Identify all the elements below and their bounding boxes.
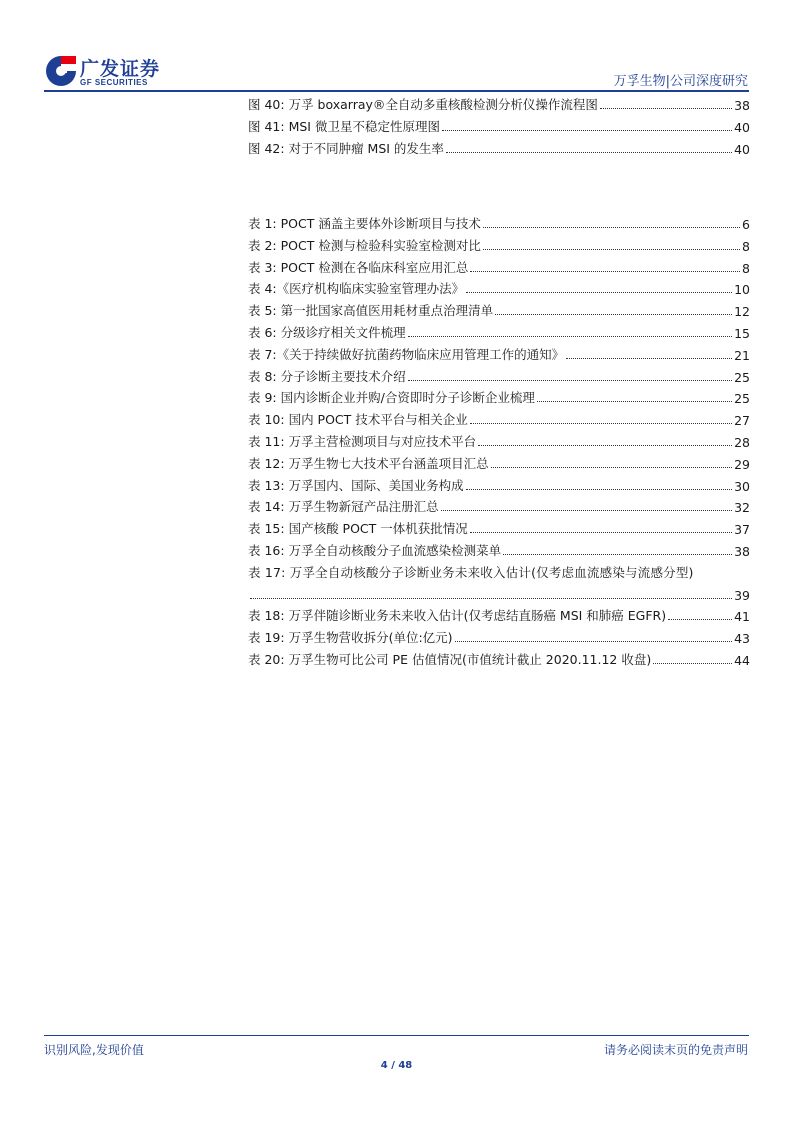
toc-entry-label: 表 11: 万孚主营检测项目与对应技术平台: [248, 434, 477, 449]
table-entry[interactable]: [248, 299, 750, 319]
dot-leader: [470, 423, 732, 424]
toc-entry-label: 表 3: POCT 检测在各临床科室应用汇总: [248, 260, 469, 275]
figure-entry[interactable]: [248, 137, 750, 157]
dot-leader: [537, 401, 732, 402]
figure-entry[interactable]: [248, 93, 750, 113]
toc-entry-label: 表 9: 国内诊断企业并购/合资即时分子诊断企业梳理: [248, 390, 535, 405]
toc-entry-label: 表 18: 万孚伴随诊断业务未来收入估计(仅考虑结直肠癌 MSI 和肺癌 EGFR): [248, 608, 667, 623]
toc-entry-page: 30: [734, 479, 750, 494]
toc-entry-label: 表 5: 第一批国家高值医用耗材重点治理清单: [248, 303, 494, 318]
toc-entry-page: 43: [734, 631, 750, 646]
gf-logo-icon: [44, 54, 78, 88]
toc-entry-label: 图 42: 对于不同肿瘤 MSI 的发生率: [248, 141, 444, 156]
toc-entry-label: 表 4:《医疗机构临床实验室管理办法》: [248, 281, 465, 296]
toc-entry-label: 表 10: 国内 POCT 技术平台与相关企业: [248, 412, 468, 427]
toc-entry-page: 12: [734, 304, 750, 319]
table-entry[interactable]: [248, 430, 750, 450]
dot-leader: [503, 554, 732, 555]
toc-entry-page: 37: [734, 522, 750, 537]
table-entry[interactable]: [248, 386, 750, 406]
figure-entry[interactable]: [248, 115, 750, 135]
footer-disclaimer: 请务必阅读末页的免责声明: [603, 1043, 748, 1057]
footer-slogan: 识别风险,发现价值: [44, 1043, 144, 1057]
report-type: 万孚生物|公司深度研究: [613, 74, 748, 89]
table-entry[interactable]: [248, 561, 750, 581]
toc-entry-label: 表 13: 万孚国内、国际、美国业务构成: [248, 478, 464, 493]
toc-entry-page: 32: [734, 500, 750, 515]
toc-entry-page: 44: [734, 653, 750, 668]
dot-leader: [566, 358, 732, 359]
toc-entry-label: 图 41: MSI 微卫星不稳定性原理图: [248, 119, 440, 134]
table-entry[interactable]: [248, 277, 750, 297]
dot-leader: [466, 292, 732, 293]
table-entry[interactable]: [248, 495, 750, 515]
toc-entry-label: 表 16: 万孚全自动核酸分子血流感染检测菜单: [248, 543, 502, 558]
table-entry[interactable]: [248, 365, 750, 385]
toc-entry-label: 表 14: 万孚生物新冠产品注册汇总: [248, 499, 439, 514]
dot-leader: [600, 108, 732, 109]
toc-entry-label: 表 7:《关于持续做好抗菌药物临床应用管理工作的通知》: [248, 347, 565, 362]
toc-entry-label: 图 40: 万孚 boxarray®全自动多重核酸检测分析仪操作流程图: [248, 97, 598, 112]
dot-leader: [495, 314, 732, 315]
table-entry[interactable]: [248, 321, 750, 341]
table-entry[interactable]: [248, 474, 750, 494]
dot-leader: [455, 641, 733, 642]
table-entry[interactable]: [248, 626, 750, 646]
toc-entry-page: 25: [734, 391, 750, 406]
dot-leader: [668, 619, 732, 620]
toc-entry-page: 39: [734, 588, 750, 603]
toc-entry-page: 41: [734, 609, 750, 624]
dot-leader: [483, 227, 740, 228]
toc-entry-label: 表 19: 万孚生物营收拆分(单位:亿元): [248, 630, 453, 645]
dot-leader: [250, 598, 732, 599]
table-entry[interactable]: [248, 256, 750, 276]
dot-leader: [470, 271, 740, 272]
toc-entry-page: 21: [734, 348, 750, 363]
table-entry[interactable]: [248, 234, 750, 254]
logo-en-text: GF SECURITIES: [80, 78, 148, 87]
company-logo: [44, 54, 174, 94]
toc-entry-label: 表 17: 万孚全自动核酸分子诊断业务未来收入估计(仅考虑血流感染与流感分型): [248, 565, 694, 580]
toc-entry-page: 8: [742, 239, 750, 254]
toc-entry-page: 40: [734, 142, 750, 157]
page-number: 4 / 48: [380, 1060, 413, 1071]
dot-leader: [478, 445, 732, 446]
toc-entry-page: 27: [734, 413, 750, 428]
table-entry[interactable]: [248, 452, 750, 472]
toc-entry-page: 10: [734, 282, 750, 297]
table-entry[interactable]: [248, 604, 750, 624]
dot-leader: [466, 489, 733, 490]
toc-entry-label: 表 1: POCT 涵盖主要体外诊断项目与技术: [248, 216, 481, 231]
dot-leader: [442, 130, 732, 131]
table-entry-continuation[interactable]: [248, 583, 750, 603]
dot-leader: [653, 663, 732, 664]
table-entry[interactable]: [248, 648, 750, 668]
toc-entry-page: 29: [734, 457, 750, 472]
toc-entry-page: 6: [742, 217, 750, 232]
toc-entry-page: 38: [734, 544, 750, 559]
toc-entry-page: 40: [734, 120, 750, 135]
table-entry[interactable]: [248, 408, 750, 428]
dot-leader: [470, 532, 732, 533]
dot-leader: [483, 249, 740, 250]
logo-cn-text: 广发证券: [80, 58, 161, 80]
table-entry[interactable]: [248, 343, 750, 363]
dot-leader: [446, 152, 732, 153]
dot-leader: [491, 467, 733, 468]
table-entry[interactable]: [248, 212, 750, 232]
toc-entry-page: 8: [742, 261, 750, 276]
table-entry[interactable]: [248, 517, 750, 537]
dot-leader: [441, 510, 733, 511]
toc-entry-page: 25: [734, 370, 750, 385]
dot-leader: [408, 380, 732, 381]
toc-entry-label: 表 20: 万孚生物可比公司 PE 估值情况(市值统计截止 2020.11.12 收盘): [248, 652, 652, 667]
toc-entry-label: 表 6: 分级诊疗相关文件梳理: [248, 325, 406, 340]
toc-entry-label: 表 8: 分子诊断主要技术介绍: [248, 369, 406, 384]
toc-entry-label: 表 12: 万孚生物七大技术平台涵盖项目汇总: [248, 456, 489, 471]
toc-entry-page: 15: [734, 326, 750, 341]
toc-entry-label: 表 15: 国产核酸 POCT 一体机获批情况: [248, 521, 468, 536]
table-entry[interactable]: [248, 539, 750, 559]
header-divider: [44, 90, 749, 92]
toc-entry-page: 38: [734, 98, 750, 113]
toc-entry-label: 表 2: POCT 检测与检验科实验室检测对比: [248, 238, 481, 253]
footer-divider: [44, 1035, 749, 1036]
toc-entry-page: 28: [734, 435, 750, 450]
dot-leader: [408, 336, 732, 337]
